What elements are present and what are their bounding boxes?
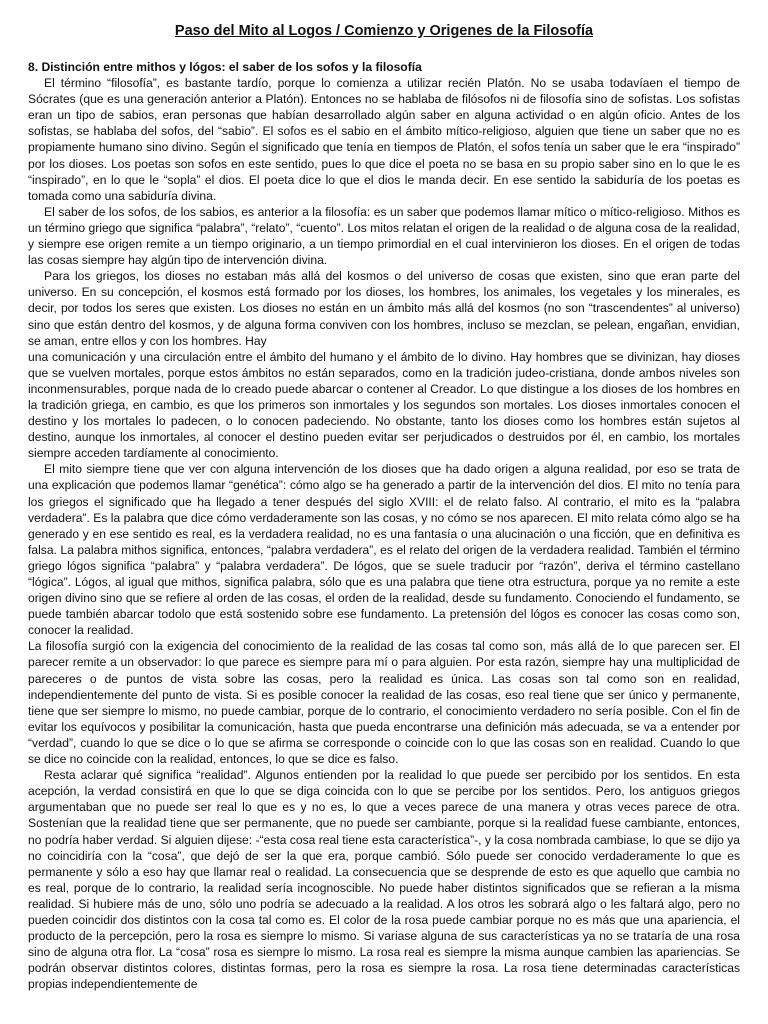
paragraph: una comunicación y una circulación entre el ámbito del humano y el ámbito de lo divino. Hay hombres que se divinizan, hay dioses que se vuelven mortales, porque estos ámbitos no están separados, como en la tradición judeo-cristiana, donde ambos niveles son inconmensurables, porque nada de lo creado puede abarcar o contener al Creador. Lo que distingue a los dioses de los hombres en la tradición griega, en cambio, es que los primeros son inmortales y los segundos son mortales. Los dioses inmortales conocen el destino y los mortales lo padecen, o lo conocen padeciendo. No obstante, tanto los dioses como los hombres están sujetos al destino, aunque los inmortales, al conocer el destino pueden evitar ser perjudicados o destruidos por él, en cambio, los mortales siempre acceden tardíamente al conocimiento.	[28, 349, 740, 461]
section-heading: 8. Distinción entre mithos y lógos: el saber de los sofos y la filosofía	[28, 60, 422, 74]
paragraph: El mito siempre tiene que ver con alguna intervención de los dioses que ha dado origen a alguna realidad, por eso se trata de una explicación que podemos llamar “genética”: cómo algo se ha generado a partir de la intervención del dios. El mito no tenía para los griegos el significado que ha llegado a tener después del siglo XVIII: el de relato falso. Al contrario, el mito es la “palabra verdadera”. Es la palabra que dice cómo verdaderamente son las cosas, y no cómo se nos aparecen. El mito relata cómo algo se ha generado y en ese sentido es real, es la verdadera realidad, no es una fantasía o una alucinación o una ficción, que en definitiva es falsa. La palabra mithos significa, entonces, “palabra verdadera”, es el relato del origen de la verdadera realidad. También el término griego lógos significa “palabra” y “palabra verdadera”. De lógos, que se suele traducir por “razón”, deriva el término castellano “lógica”. Lógos, al igual que mithos, significa palabra, sólo que es una palabra que tiene otra estructura, porque ya no remite a este origen divino sino que se refiere al orden de las cosas, el orden de la realidad, desde su fundamento. Conociendo el fundamento, se puede también abarcar todolo que está sostenido sobre ese fundamento. La pretensión del lógos es conocer las cosas como son, conocer la realidad.	[28, 462, 740, 638]
paragraph: Resta aclarar qué significa “realidad”. Algunos entienden por la realidad lo que puede ser percibido por los sentidos. En esta acepción, la verdad consistirá en que lo que se diga coincida con lo que se percibe por los sentidos. Pero, los antiguos griegos argumentaban que no puede ser real lo que es y no es, lo que a veces parece de una manera y otras veces parece de otra. Sostenían que la realidad tiene que ser permanente, que no puede ser cambiante, porque si la realidad fuese cambiante, entonces, no podría haber verdad. Si alguien dijese: -“esta cosa real tiene esta característica”-, y la cosa nombrada cambiase, lo que se dijo ya no coincidiría con la “cosa”, que dejó de ser la que era, porque cambió. Sólo puede ser conocido verdaderamente lo que es permanente y sólo a eso hay que llamar real o realidad. La consecuencia que se desprende de esto es que aquello que cambia no es real, porque de lo contrario, la realidad sería incognoscible. No puede haber distintos significados que se refieran a la misma realidad. Si hubiere más de uno, sólo uno podría se adecuado a la realidad. A los otros les sobrará algo o les faltará algo, pero no pueden coincidir dos distintos con la cosa tal como es. El color de la rosa puede cambiar porque no es más que una apariencia, el producto de la percepción, pero la rosa es siempre lo mismo. Si variase alguna de sus características ya no se trataría de una rosa sino de alguna otra flor. La “cosa” rosa es siempre lo mismo. La rosa real es siempre la misma aunque cambien las apariencias. Se podrán observar distintos colores, distintas formas, pero la rosa es siempre la rosa. La rosa tiene determinadas características propias independientemente de	[28, 768, 740, 992]
paragraph: Para los griegos, los dioses no estaban más allá del kosmos o del universo de cosas que existen, sino que eran parte del universo. En su concepción, el kosmos está formado por los dioses, los hombres, los animales, los vegetales y los minerales, es decir, por todos los seres que existen. Los dioses no están en un ámbito más allá del kosmos (no son “trascendentes” al universo) sino que están dentro del kosmos, y de alguna forma conviven con los hombres, incluso se mezclan, se pelean, engañan, envidian, se aman, entre ellos y con los hombres. Hay	[28, 269, 740, 348]
paragraph: El saber de los sofos, de los sabios, es anterior a la filosofía: es un saber que podemos llamar mítico o mítico-religioso. Mithos es un término griego que significa “palabra”, “relato”, “cuento”. Los mitos relatan el origen de la realidad o de alguna cosa de la realidad, y siempre ese origen remite a un tiempo originario, a un tiempo primordial en el cual intervinieron los dioses. En el origen de todas las cosas siempre hay algún tipo de intervención divina.	[28, 204, 740, 268]
paragraph: El término “filosofía”, es bastante tardío, porque lo comienza a utilizar recién Platón. No se usaba todavíaen el tiempo de Sócrates (que es una generación anterior a Platón). Entonces no se hablaba de filósofos ni de filosofía sino de sofistas. Los sofistas eran un tipo de sabios, eran personas que habían desarrollado algún saber en alguna actividad o en algún oficio. Antes de los sofistas, se hablaba del sofos, del “sabio”. El sofos es el sabio en el ámbito mítico-religioso, alguien que tiene un saber que no es propiamente humano sino divino. Según el significado que tenía en tiempos de Platón, el sofos tenía un saber que le era “inspirado” por los dioses. Los poetas son sofos en este sentido, pues lo que dice el poeta no se basa en su propio saber sino en lo que le es “inspirado”, en lo que le “sopla” el dios. El poeta dice lo que el dios le manda decir. En ese sentido la sabiduría de los poetas es tomada como una sabiduría divina.	[28, 76, 740, 203]
page-title: Paso del Mito al Logos / Comienzo y Origenes de la Filosofía	[174, 23, 594, 39]
paragraph: La filosofía surgió con la exigencia del conocimiento de la realidad de las cosas tal como son, más allá de lo que parecen ser. El parecer remite a un observador: lo que parece es siempre para mí o para alguien. Por esta razón, siempre hay una multiplicidad de pareceres o de puntos de vista sobre las cosas, pero la realidad es única. Las cosas son tal como son en realidad, independientemente del punto de vista. Si es posible conocer la realidad de las cosas, eso real tiene que ser único y permanente, tiene que ser siempre lo mismo, no puede cambiar, porque de lo contrario, el conocimiento verdadero no sería posible. Con el fin de evitar los equívocos y posibilitar la comunicación, hasta que pueda encontrarse una definición más adecuada, se va a entender por “verdad”, cuando lo que se dice o lo que se afirma se corresponde o coincide con lo que las cosas son en realidad. Cuando lo que se dice no coincide con la realidad, entonces, lo que se dice es falso.	[28, 639, 740, 767]
